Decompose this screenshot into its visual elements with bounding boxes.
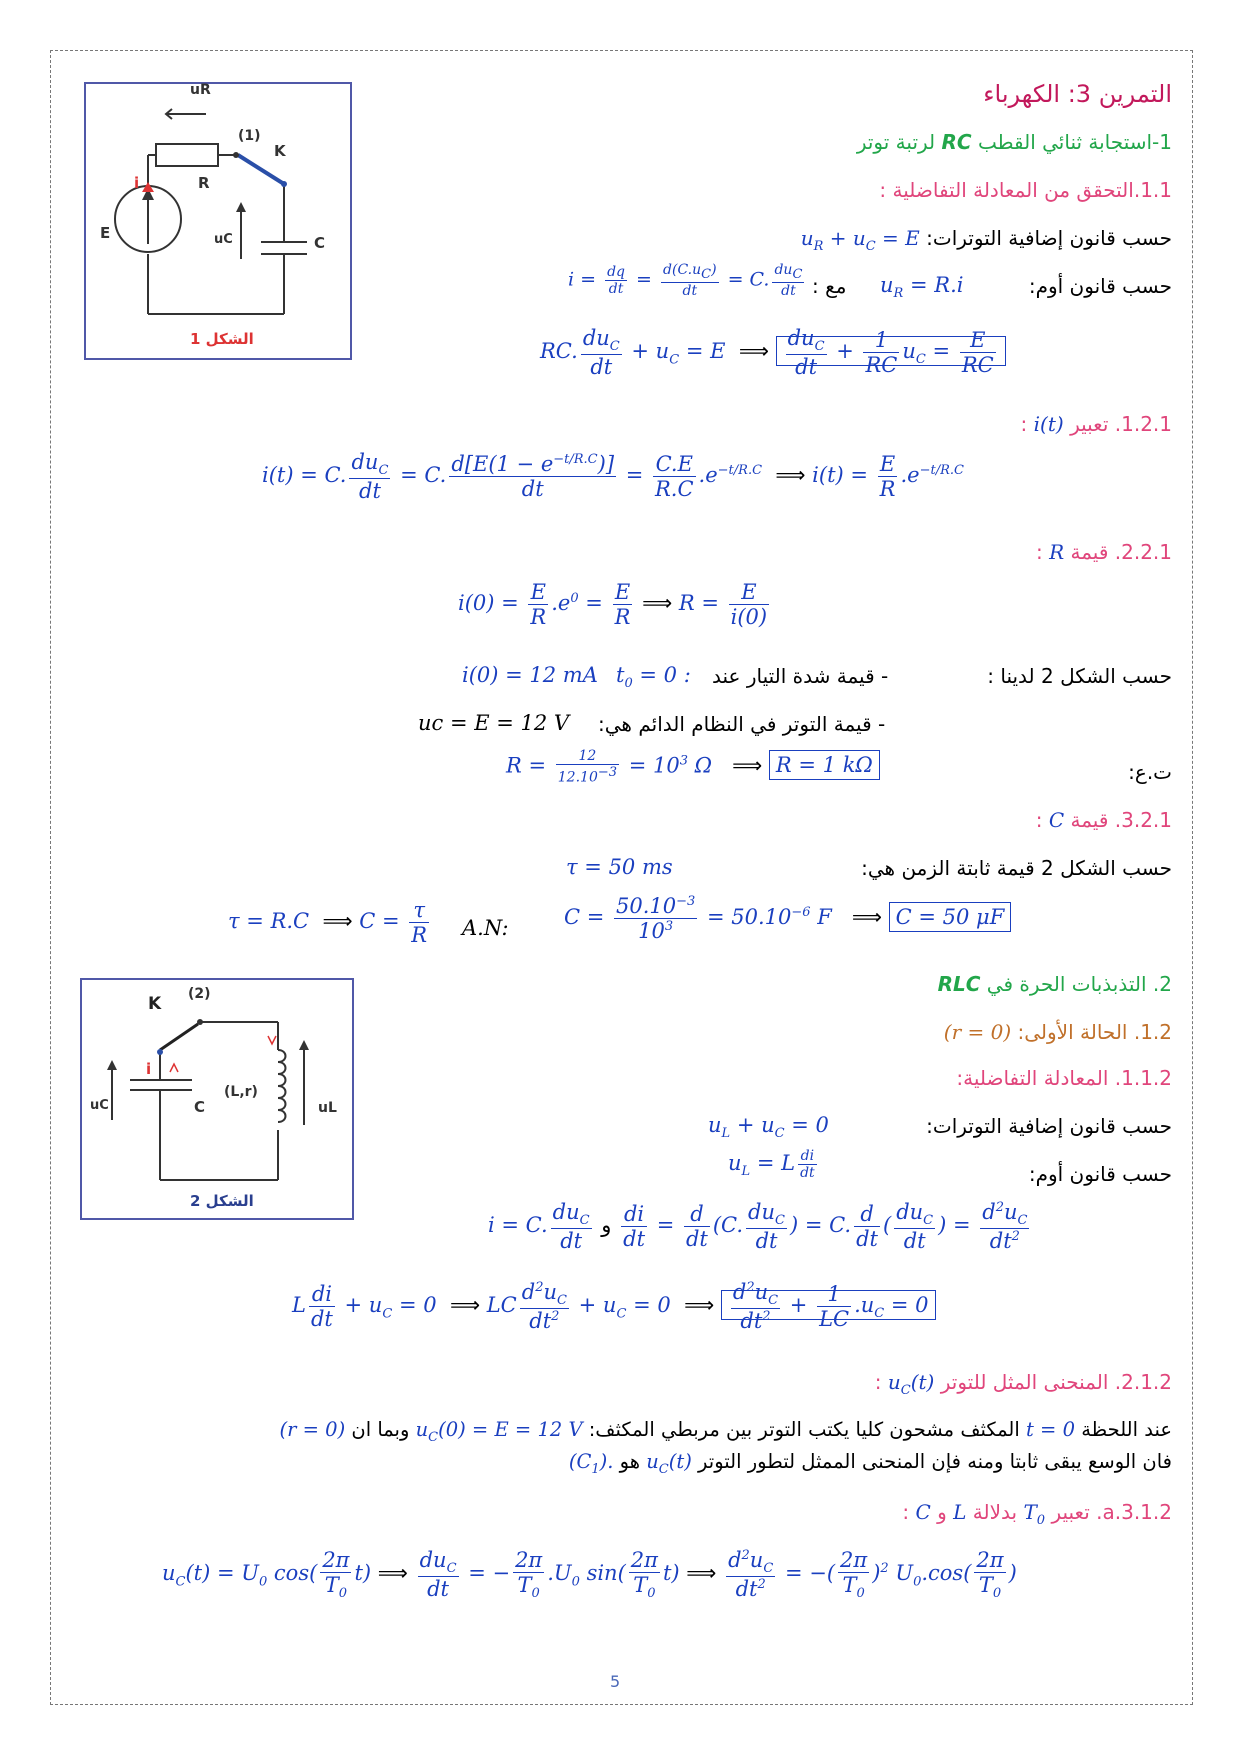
heading-1-2-text: 1.2. الحالة الأولى: xyxy=(1017,1020,1172,1044)
page-number: 5 xyxy=(610,1672,621,1691)
fig2-uC-label: uC xyxy=(90,1098,109,1113)
ohm-text-1: حسب قانون أوم: xyxy=(1028,274,1172,298)
section2-title-pre: 2. التذبذبات الحرة في xyxy=(986,972,1172,996)
additivity-line-1 xyxy=(801,226,1172,254)
heading-1-2-1-text: 1.2.1. تعبير xyxy=(1070,412,1172,436)
steady-value: uc = E = 12 V xyxy=(418,711,570,735)
diff-eq: RC. $\frac{du_C}{dt}$ + $u_C = E$ ⟹ $\frac{du_C}{dt}$ + $\frac{1}{RC}$ $u_C$ = $\frac{E}{RC}$ xyxy=(540,326,1006,379)
tau-text: حسب الشكل 2 قيمة ثابتة الزمن هي: xyxy=(861,856,1172,880)
heading-1-2-1-var: i(t) xyxy=(1033,412,1064,436)
lc-boxed: $\frac{d^2u_C}{dt^2}$ + $\frac{1}{LC}$ $.u_C = 0$ xyxy=(721,1290,936,1320)
heading-3-1-2-and: و xyxy=(937,1500,947,1524)
paragraph-line-1 xyxy=(280,1418,1173,1445)
heading-1-1-2: 1.1.2. المعادلة التفاضلية: xyxy=(956,1066,1172,1090)
with-word: مع : xyxy=(812,274,847,298)
it-eq: i(t) = C. $\frac{du_C}{dt}$ = C. $\frac{d[E(1 - e^{-t/R.C})]}{dt}$ = $\frac{C.E}{R.C}$ $.e^{-t/R.C}$ ⟹ i(t) = $\frac{E}{R}$ $.e^{-t/R.C}$ xyxy=(262,450,964,504)
heading-3-1-2-L: L xyxy=(953,1500,967,1524)
fig2-switch-pos: (2) xyxy=(188,986,211,1002)
figure-1-circuit xyxy=(86,84,350,358)
current-eq: i = $\frac{dq}{dt}$ = $\frac{d(C.u_C)}{dt}$ = C. $\frac{du_C}{dt}$ xyxy=(568,262,803,299)
heading-1-1: 1.1.التحقق من المعادلة التفاضلية : xyxy=(879,178,1172,202)
fig2-K-label: K xyxy=(148,994,162,1014)
C-formula: τ = R.C ⟹ C = $\frac{\tau}{R}$ xyxy=(228,898,428,947)
and-word: و xyxy=(601,1213,612,1238)
heading-2-2-1: 2.2.1. قيمة R : xyxy=(1035,540,1172,564)
diff-eq-boxed: $\frac{du_C}{dt}$ + $\frac{1}{RC}$ $u_C$ = $\frac{E}{RC}$ xyxy=(776,336,1006,366)
fig2-i-label: i xyxy=(146,1060,152,1078)
C-result: C = 50 μF xyxy=(889,902,1012,932)
heading-1-2-cond: (r = 0) xyxy=(943,1020,1012,1044)
heading-2-2-1-text: 2.2.1. قيمة xyxy=(1070,540,1172,564)
figure-1 xyxy=(84,82,352,360)
fig1-caption: الشكل 1 xyxy=(190,330,254,348)
heading-2-1-2-var: $u_C(t)$ xyxy=(887,1370,935,1398)
para-line1-c: وبما ان xyxy=(351,1418,410,1441)
fig2-reading-text: حسب الشكل 2 لدينا : xyxy=(987,664,1172,688)
heading-3-1-2-C: C xyxy=(915,1500,931,1524)
fig1-i-label: i xyxy=(134,174,140,192)
section1-title-post: لرتبة توتر xyxy=(856,130,936,154)
paragraph-line-2 xyxy=(569,1450,1172,1477)
section1-title-pre: 1-استجابة ثنائي القطب xyxy=(977,130,1172,154)
fig2-caption: الشكل 2 xyxy=(190,1192,254,1210)
section1-title-rc: RC xyxy=(941,130,972,154)
section2-title-rlc: RLC xyxy=(937,972,981,996)
additivity-text-2: حسب قانون إضافية التوترات: xyxy=(926,1114,1172,1138)
fig2-uL-label: uL xyxy=(318,1100,337,1116)
para-line2-a: فان الوسع يبقى ثابتا ومنه فإن المنحنى الممثل لتطور التوتر xyxy=(698,1450,1172,1473)
heading-3-1-2-T0: $T_0$ xyxy=(1023,1500,1046,1528)
an-label: A.N: xyxy=(462,916,509,940)
heading-1-2 xyxy=(944,1020,1172,1044)
fig1-uR-label: uR xyxy=(190,82,211,98)
para-line1-a: عند اللحظة xyxy=(1081,1418,1172,1441)
fig1-R-label: R xyxy=(198,174,210,192)
ohm-eq-1: $u_R = R.i$ xyxy=(880,273,964,302)
t0-eq: $t_0 = 0$ : xyxy=(616,663,691,692)
heading-1-2-1: 1.2.1. تعبير i(t) : xyxy=(1020,412,1172,436)
additivity-text-1: حسب قانون إضافية التوترات: xyxy=(926,226,1172,250)
heading-2-1-2: 2.1.2. المنحنى المثل للتوتر $u_C(t)$ : xyxy=(874,1370,1172,1398)
heading-3-2-1: 3.2.1. قيمة C : xyxy=(1035,808,1172,832)
heading-3-1-2-mid: بدلالة xyxy=(972,1500,1018,1524)
heading-3-2-1-var: C xyxy=(1048,808,1065,832)
para-line1-b: المكثف مشحون كليا يكتب التوتر بين مربطي المكثف: xyxy=(588,1418,1020,1441)
para-line2-var: $u_C(t)$ xyxy=(646,1450,692,1477)
heading-3-1-2: a.3.1.2. تعبير $T_0$ بدلالة L و C : xyxy=(902,1500,1172,1528)
i0-value: i(0) = 12 mA xyxy=(462,663,598,687)
deriv-eq: i = C. $\frac{du_C}{dt}$ و $\frac{di}{dt}$ = $\frac{d}{dt}$ (C. $\frac{du_C}{dt}$ ) = C. $\frac{d}{dt}$ ( $\frac{du_C}{dt}$ ) = $\frac{d^2u_C}{dt^2}$ xyxy=(488,1200,1028,1254)
steady-text: - قيمة التوتر في النظام الدائم هي: xyxy=(598,712,886,736)
R-result: R = 1 kΩ xyxy=(769,750,880,780)
ohm-text-2: حسب قانون أوم: xyxy=(1028,1162,1172,1186)
additivity-eq-2: $u_L + u_C = 0$ xyxy=(708,1113,829,1142)
C-calc: C = $\frac{50.10^{-3}}{10^3}$ = $50.10^{-6}$ F ⟹ C = 50 μF xyxy=(564,894,1011,943)
para-line2-b: هو xyxy=(619,1450,641,1473)
fig1-C-label: C xyxy=(314,234,326,252)
figure-2-circuit xyxy=(82,980,352,1218)
heading-3-1-2-text: a.3.1.2. تعبير xyxy=(1051,1500,1172,1524)
ohm-eq-2: $u_L = L$ $\frac{di}{dt}$ xyxy=(728,1148,815,1181)
section2-title xyxy=(938,972,1172,996)
exercise-title: التمرين 3: الكهرباء xyxy=(983,80,1172,108)
para-line2-c: $(C_1)$. xyxy=(568,1450,614,1477)
current-value-text: - قيمة شدة التيار عند xyxy=(712,664,889,688)
tau-value: τ = 50 ms xyxy=(566,855,673,879)
para-line1-r: (r = 0) xyxy=(279,1418,346,1441)
heading-2-2-1-var: R xyxy=(1049,540,1065,564)
fig2-C-label: C xyxy=(194,1098,206,1116)
app-num-label: ت.ع: xyxy=(1128,760,1172,784)
uc-eq: $u_C(t) = U_0$ cos( $\frac{2\pi}{T_0}$ t) ⟹ $\frac{du_C}{dt}$ = − $\frac{2\pi}{T_0}$ $.U_0$ sin( $\frac{2\pi}{T_0}$ t) ⟹ $\frac{d^2u_C}{dt^2}$ = −( $\frac{2\pi}{T_0}$ )$^2$ $U_0.\cos$( $\frac{2\pi}{T_0}$ ) xyxy=(162,1548,1017,1602)
additivity-eq-1: $u_R + u_C = E$ xyxy=(800,226,920,254)
fig1-K-label: K xyxy=(274,142,286,160)
heading-3-2-1-text: 3.2.1. قيمة xyxy=(1070,808,1172,832)
fig1-switch-pos: (1) xyxy=(238,128,261,144)
section1-title xyxy=(857,130,1172,154)
heading-2-1-2-text: 2.1.2. المنحنى المثل للتوتر xyxy=(940,1370,1172,1394)
para-line1-eq: $u_C(0) = E = 12$ V xyxy=(415,1418,583,1445)
figure-2 xyxy=(80,978,354,1220)
fig2-coil-label: (L,r) xyxy=(224,1084,258,1100)
fig1-uC-label: uC xyxy=(214,232,233,247)
para-line1-t: t = 0 xyxy=(1026,1418,1075,1441)
lc-eq: L $\frac{di}{dt}$ + $u_C = 0$ ⟹ LC $\frac{d^2u_C}{dt^2}$ + $u_C = 0$ ⟹ $\frac{d^2u_C}{dt^2}$ + $\frac{1}{LC}$ $.u_C = 0$ xyxy=(292,1280,936,1333)
fig1-E-label: E xyxy=(100,224,111,242)
R-calc: R = $\frac{12}{12.10^{-3}}$ = $10^3$ Ω ⟹ R = 1 kΩ xyxy=(506,748,880,786)
i0-eq: i(0) = $\frac{E}{R}$ $.e^0$ = $\frac{E}{R}$ ⟹ R = $\frac{E}{i(0)}$ xyxy=(458,580,768,629)
